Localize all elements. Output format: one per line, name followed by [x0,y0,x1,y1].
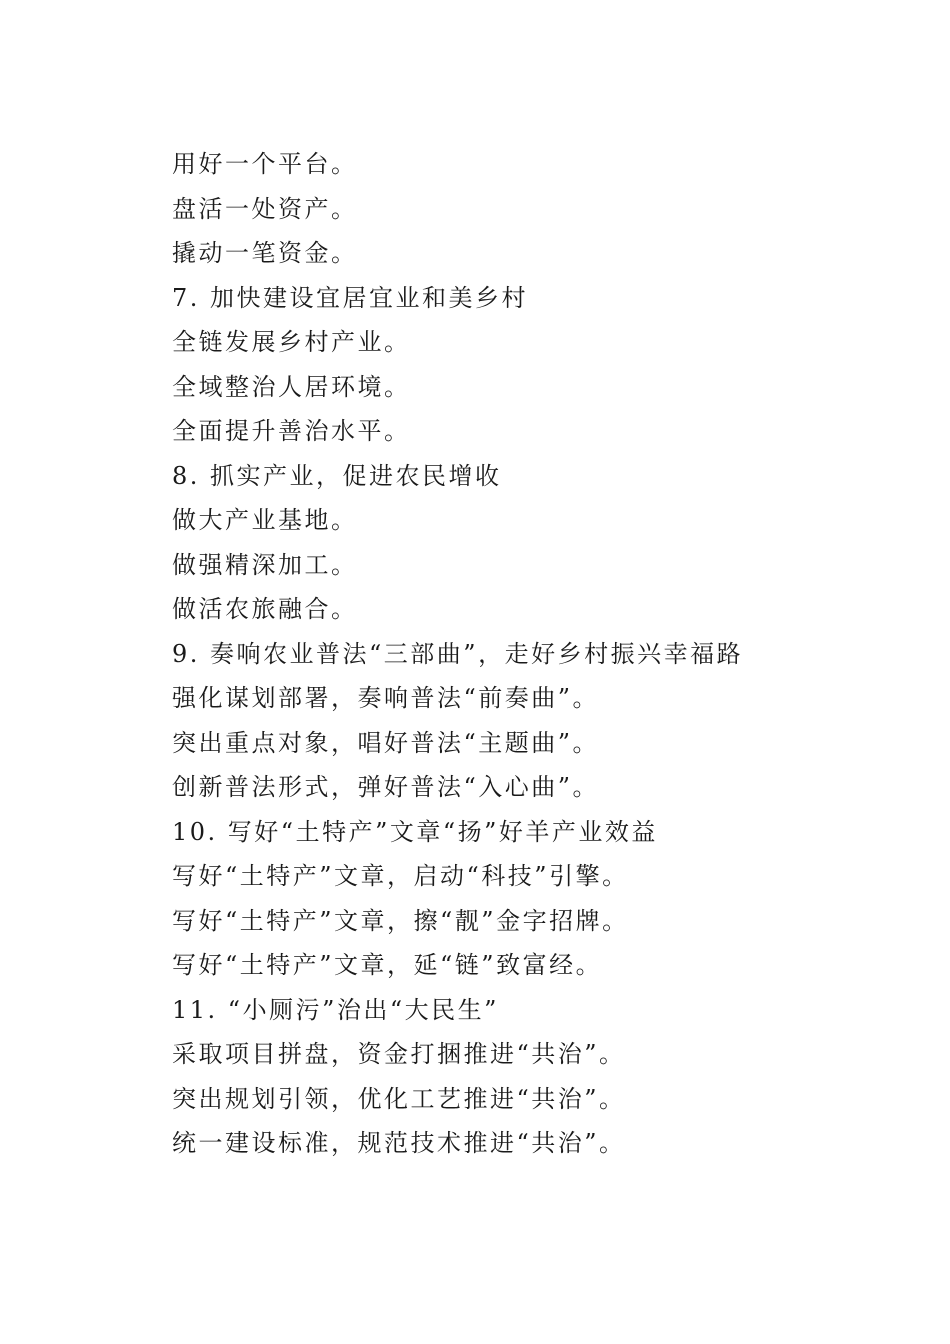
section-heading-7: 7. 加快建设宜居宜业和美乡村 [172,283,529,312]
text-line: 盘活一处资产。 [172,194,358,223]
document-body [172,142,872,1166]
text-line: 全链发展乡村产业。 [172,328,411,356]
section-heading-10: 10. 写好“土特产”文章“扬”好羊产业效益 [172,817,658,846]
text-line: 写好“土特产”文章，擦“靓”金字招牌。 [172,906,629,935]
text-line: 写好“土特产”文章，延“链”致富经。 [172,951,603,979]
text-line: 做大产业基地。 [172,506,358,534]
text-line: 强化谋划部署，奏响普法“前奏曲”。 [172,684,600,712]
text-line: 写好“土特产”文章，启动“科技”引擎。 [172,862,629,890]
text-line: 统一建设标准，规范技术推进“共治”。 [172,1129,626,1157]
section-heading-9: 9. 奏响农业普法“三部曲”，走好乡村振兴幸福路 [172,639,744,668]
text-line: 撬动一笔资金。 [172,239,358,267]
text-line: 全域整治人居环境。 [172,372,411,401]
text-line: 做强精深加工。 [172,550,358,579]
text-line: 采取项目拼盘，资金打捆推进“共治”。 [172,1040,626,1068]
section-heading-8: 8. 抓实产业，促进农民增收 [172,461,502,490]
text-line: 突出规划引领，优化工艺推进“共治”。 [172,1084,626,1113]
section-heading-11: 11. “小厕污”治出“大民生” [172,995,499,1024]
text-line: 突出重点对象，唱好普法“主题曲”。 [172,728,600,757]
text-line: 全面提升善治水平。 [172,417,411,445]
text-line: 创新普法形式，弹好普法“入心曲”。 [172,773,600,801]
text-line: 用好一个平台。 [172,150,358,178]
text-line: 做活农旅融合。 [172,595,358,623]
